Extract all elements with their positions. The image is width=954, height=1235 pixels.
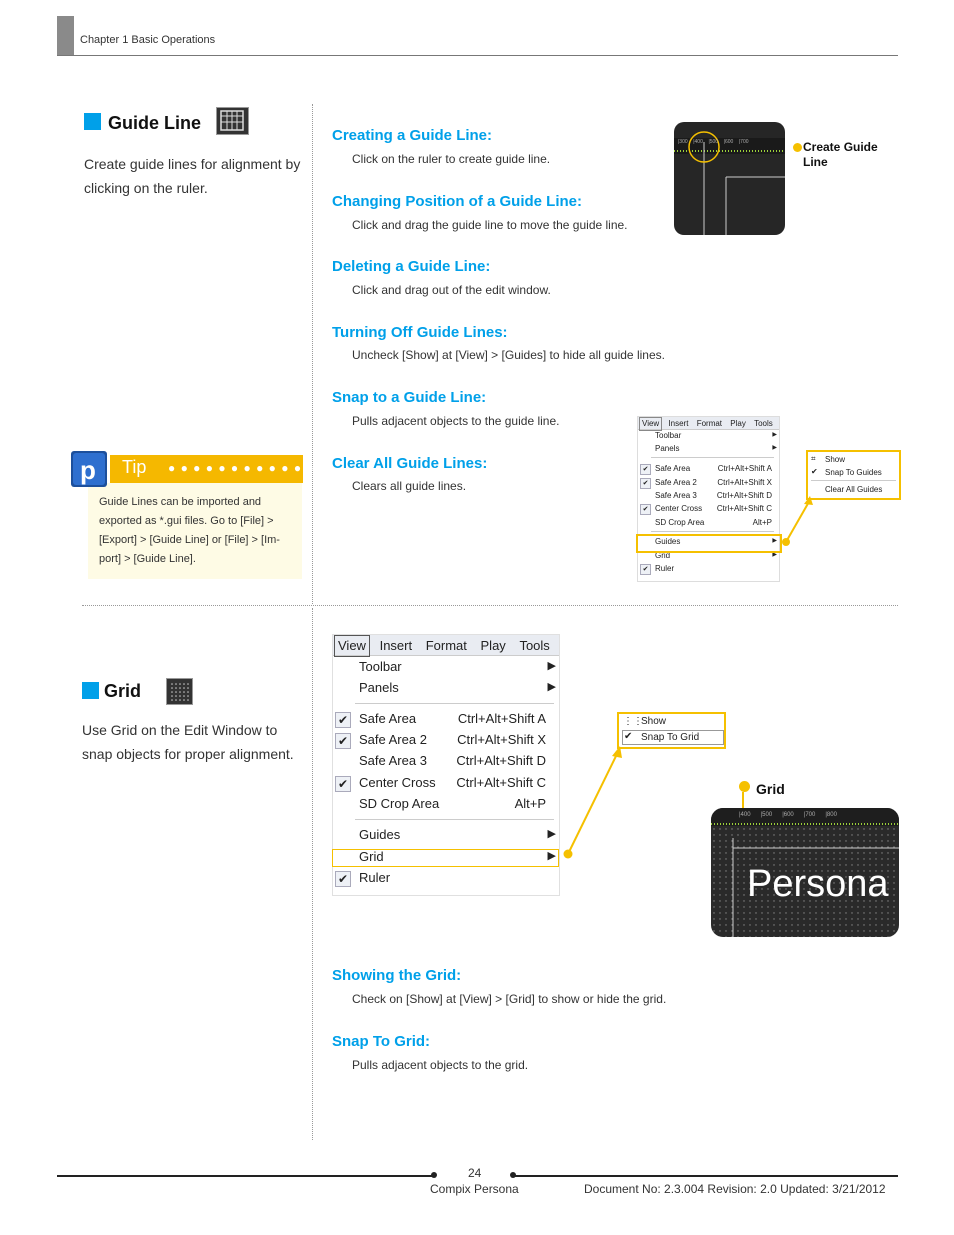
menu-tab[interactable]: Tools xyxy=(519,638,550,653)
tip-dots: ● ● ● ● ● ● ● ● ● ● ● ● ● xyxy=(168,461,328,475)
guides-submenu xyxy=(806,450,901,500)
ruler-tick: |500 xyxy=(708,139,719,145)
item-text: Pulls adjacent objects to the grid. xyxy=(352,1058,529,1072)
menu-separator xyxy=(355,819,554,820)
create-guide-callout: Create Guide Line xyxy=(803,140,878,169)
menu-item-label: SD Crop Area xyxy=(359,796,440,811)
menu-item-label: Ruler xyxy=(655,564,675,573)
item-heading: Creating a Guide Line: xyxy=(332,127,493,144)
menu-item-safe-area-2[interactable] xyxy=(638,476,778,489)
menu-item-guides[interactable] xyxy=(333,824,558,845)
menu-item-sd-crop-area[interactable] xyxy=(638,516,778,529)
menu-item-safe-area-2[interactable] xyxy=(333,729,558,750)
menu-item-label: Center Cross xyxy=(655,504,703,513)
menu-separator xyxy=(355,703,554,704)
document-info: Document No: 2.3.004 Revision: 2.0 Updated: 3/21/2012 xyxy=(584,1182,886,1196)
chapter-title: Chapter 1 Basic Operations xyxy=(80,34,216,46)
check-icon: ✔ xyxy=(640,504,651,515)
menu-tab[interactable]: Insert xyxy=(379,638,413,653)
submenu-arrow-icon: ▶ xyxy=(547,850,556,862)
submenu-arrow-icon: ▶ xyxy=(772,432,777,438)
submenu-arrow-icon: ▶ xyxy=(772,538,777,544)
menu-item-label: Guides xyxy=(655,537,681,546)
submenu-arrow-icon: ▶ xyxy=(547,681,556,693)
tip-text: Guide Lines can be imported and exported as *.gui files. Go to [File] > [Export] > [Guide Line] or [File] > [Im-port] > [Guide Line]. xyxy=(99,496,280,565)
ruler-tick: |800 xyxy=(825,812,837,818)
menu-item-label: Panels xyxy=(655,444,680,453)
menu-item-shortcut: Ctrl+Alt+Shift C xyxy=(716,504,772,513)
item-text: Check on [Show] at [View] > [Grid] to show or hide the grid. xyxy=(352,992,667,1006)
menu-tab[interactable]: Format xyxy=(425,638,467,653)
section-marker xyxy=(84,113,101,130)
section-divider xyxy=(82,605,898,606)
ruler-tick: |600 xyxy=(782,812,794,818)
menu-item-label: Safe Area 2 xyxy=(359,732,427,747)
check-icon: ✔ xyxy=(335,733,351,749)
submenu-arrow-icon: ▶ xyxy=(547,660,556,672)
menu-item-label: Safe Area xyxy=(359,711,417,726)
menu-item-center-cross[interactable] xyxy=(638,502,778,515)
grid-description: Use Grid on the Edit Window to snap objects for proper alignment. xyxy=(82,722,294,762)
menu-item-shortcut: Ctrl+Alt+Shift C xyxy=(456,775,546,790)
ruler-tick: |600 xyxy=(723,139,734,145)
menu-item-label: Guides xyxy=(359,827,401,842)
menu-item-safe-area-3[interactable] xyxy=(333,750,558,771)
section-marker xyxy=(82,682,99,699)
item-heading: Deleting a Guide Line: xyxy=(332,258,491,275)
grid-heading xyxy=(82,682,99,704)
menu-item-toolbar[interactable] xyxy=(638,429,778,442)
check-icon: ✔ xyxy=(335,712,351,728)
menu-tab[interactable]: Play xyxy=(480,638,506,653)
menu-item-label: Grid xyxy=(359,849,384,864)
menu-item-safe-area-3[interactable] xyxy=(638,489,778,502)
item-text: Click and drag the guide line to move the guide line. xyxy=(352,218,628,232)
check-icon: ✔ xyxy=(335,871,351,887)
menu-item-label: Center Cross xyxy=(359,775,436,790)
menu-tab[interactable]: Insert xyxy=(668,419,689,428)
grid-highlight xyxy=(332,849,559,867)
item-heading: Clear All Guide Lines: xyxy=(332,455,488,472)
ruler-tick: |700 xyxy=(738,139,749,145)
menu-item-shortcut: Ctrl+Alt+Shift D xyxy=(716,491,772,500)
menu-separator xyxy=(651,457,774,458)
item-heading: Turning Off Guide Lines: xyxy=(332,324,508,341)
check-icon: ✔ xyxy=(811,467,818,476)
menu-tab[interactable]: View xyxy=(334,635,370,657)
guide-line-description: Create guide lines for alignment by clicking on the ruler. xyxy=(84,156,301,196)
menu-item-toolbar[interactable] xyxy=(333,656,558,677)
menu-item-label: Safe Area xyxy=(655,464,691,473)
menu-item-shortcut: Ctrl+Alt+Shift A xyxy=(717,464,772,473)
check-icon: ✔ xyxy=(335,776,351,792)
column-divider-top xyxy=(312,104,313,604)
item-text: Click on the ruler to create guide line. xyxy=(352,152,551,166)
column-divider-bottom xyxy=(312,608,313,1140)
menu-tab[interactable]: Tools xyxy=(754,419,773,428)
item-text: Pulls adjacent objects to the guide line. xyxy=(352,414,560,428)
item-heading: Changing Position of a Guide Line: xyxy=(332,193,582,210)
ruler-tick: |400 xyxy=(739,812,751,818)
submenu-snap[interactable]: Snap To Guides xyxy=(825,468,882,477)
guides-highlight xyxy=(636,534,782,553)
tip-label: Tip xyxy=(122,457,147,477)
ruler-tick: |500 xyxy=(760,812,773,818)
menu-item-sd-crop-area[interactable] xyxy=(333,793,558,814)
ruler-preview xyxy=(674,122,785,235)
menu-item-shortcut: Ctrl+Alt+Shift X xyxy=(717,478,772,487)
grid-callout: Grid xyxy=(756,781,785,797)
menu-item-label: Toolbar xyxy=(655,431,682,440)
menu-item-label: SD Crop Area xyxy=(655,518,705,527)
grid-submenu xyxy=(617,712,726,749)
item-text: Clears all guide lines. xyxy=(352,479,467,493)
menu-item-center-cross[interactable] xyxy=(333,772,558,793)
menu-item-safe-area[interactable] xyxy=(638,462,778,475)
ruler-tick: |300 xyxy=(678,139,688,145)
svg-text:p: p xyxy=(80,455,96,485)
menu-item-label: Safe Area 2 xyxy=(655,478,697,487)
menu-item-safe-area[interactable] xyxy=(333,708,558,729)
guide-line-heading xyxy=(84,113,101,135)
check-icon: ✔ xyxy=(640,564,651,575)
submenu-clear[interactable]: Clear All Guides xyxy=(825,485,883,494)
check-icon: ✔ xyxy=(640,464,651,475)
submenu-snap[interactable]: Snap To Grid xyxy=(641,732,700,743)
submenu-arrow-icon: ▶ xyxy=(547,828,556,840)
callout-dot xyxy=(793,143,802,152)
menu-separator xyxy=(651,531,774,532)
tip-logo-icon xyxy=(71,451,107,487)
check-icon: ✔ xyxy=(624,731,633,742)
item-heading: Showing the Grid: xyxy=(332,967,462,984)
product-name: Compix Persona xyxy=(430,1182,519,1196)
submenu-arrow-icon: ▶ xyxy=(772,445,777,451)
header-rule xyxy=(57,55,898,56)
menu-item-ruler[interactable] xyxy=(638,562,778,575)
menu-item-shortcut: Ctrl+Alt+Shift X xyxy=(457,732,546,747)
header-bar xyxy=(57,16,74,56)
menu-item-shortcut: Ctrl+Alt+Shift D xyxy=(456,753,546,768)
guides-arrow xyxy=(780,490,820,550)
menu-tab[interactable]: Format xyxy=(696,419,723,428)
menu-item-label: Panels xyxy=(359,680,399,695)
item-text: Click and drag out of the edit window. xyxy=(352,283,551,297)
menu-item-shortcut: Alt+P xyxy=(752,518,772,527)
menu-item-label: Safe Area 3 xyxy=(359,753,427,768)
item-text: Uncheck [Show] at [View] > [Guides] to hide all guide lines. xyxy=(352,348,665,362)
menu-item-label: Grid xyxy=(655,551,671,560)
guide-line-icon xyxy=(216,107,249,135)
submenu-separator xyxy=(811,480,896,481)
item-heading: Snap to a Guide Line: xyxy=(332,389,487,406)
grid-arrow xyxy=(560,740,630,865)
menu-tab[interactable]: Play xyxy=(730,419,746,428)
menu-item-panels[interactable] xyxy=(638,442,778,455)
grid-icon xyxy=(166,678,193,705)
menu-item-shortcut: Ctrl+Alt+Shift A xyxy=(457,711,546,726)
preview-text: Persona xyxy=(747,863,889,905)
grid-preview xyxy=(711,808,899,937)
check-icon: ✔ xyxy=(640,478,651,489)
menu-item-label: Toolbar xyxy=(359,659,402,674)
submenu-show[interactable]: Show xyxy=(825,455,846,464)
menu-item-shortcut: Alt+P xyxy=(514,796,546,811)
grid-title: Grid xyxy=(104,681,142,701)
grid-small-icon: ⌗ xyxy=(811,454,816,463)
footer-dot xyxy=(431,1172,437,1178)
ruler-tick: |400 xyxy=(693,139,703,145)
guide-line-title: Guide Line xyxy=(108,113,202,133)
menu-item-label: Ruler xyxy=(359,870,391,885)
ruler-tick: |700 xyxy=(803,812,816,818)
menu-item-panels[interactable] xyxy=(333,677,558,698)
footer-rule-left xyxy=(57,1175,434,1177)
page-number: 24 xyxy=(468,1166,482,1180)
submenu-show[interactable]: Show xyxy=(641,716,667,727)
submenu-arrow-icon: ▶ xyxy=(772,552,777,558)
item-heading: Snap To Grid: xyxy=(332,1033,431,1050)
menu-item-label: Safe Area 3 xyxy=(655,491,697,500)
grid-small-icon: ⋮⋮ xyxy=(623,716,643,727)
menu-tab[interactable]: View xyxy=(639,417,662,431)
footer-rule-right xyxy=(513,1175,898,1177)
menu-item-ruler[interactable] xyxy=(333,867,558,888)
